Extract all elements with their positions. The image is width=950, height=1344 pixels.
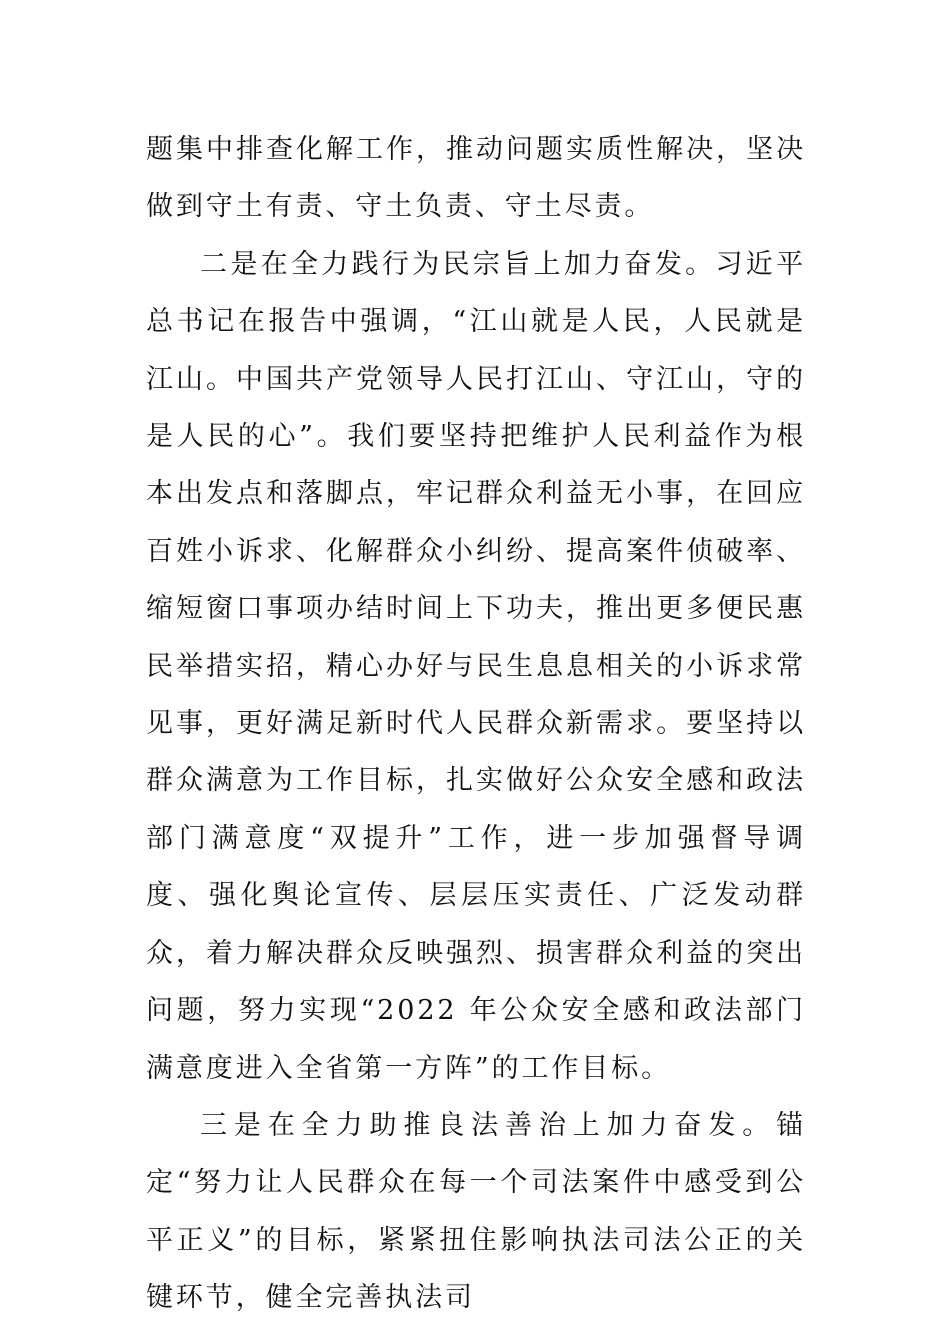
- paragraph-continued: 题集中排查化解工作，推动问题实质性解决，坚决做到守土有责、守土负责、守土尽责。: [146, 134, 806, 223]
- document-body: [146, 121, 806, 1327]
- paragraph-2: 二是在全力践行为民宗旨上加力奋发。习近平总书记在报告中强调，“江山就是人民，人民就是江山。中国共产党领导人民打江山、守江山，守的是人民的心”。我们要坚持把维护人民利益作为根本出发点和落脚点，牢记群众利益无小事，在回应百姓小诉求、化解群众小纠纷、提高案件侦破率、缩短窗口事项办结时间上下功夫，推出更多便民惠民举措实招，精心办好与民生息息相关的小诉求常见事，更好满足新时代人民群众新需求。要坚持以群众满意为工作目标，扎实做好公众安全感和政法部门满意度“双提升”工作，进一步加强督导调度、强化舆论宣传、层层压实责任、广泛发动群众，着力解决群众反映强烈、损害群众利益的突出问题，努力实现“2022 年公众安全感和政法部门满意度进入全省第一方阵”的工作目标。: [146, 248, 806, 1084]
- paragraph-3: 三是在全力助推良法善治上加力奋发。锚定“努力让人民群众在每一个司法案件中感受到公平正义”的目标，紧紧扭住影响执法司法公正的关键环节，健全完善执法司: [146, 1109, 806, 1314]
